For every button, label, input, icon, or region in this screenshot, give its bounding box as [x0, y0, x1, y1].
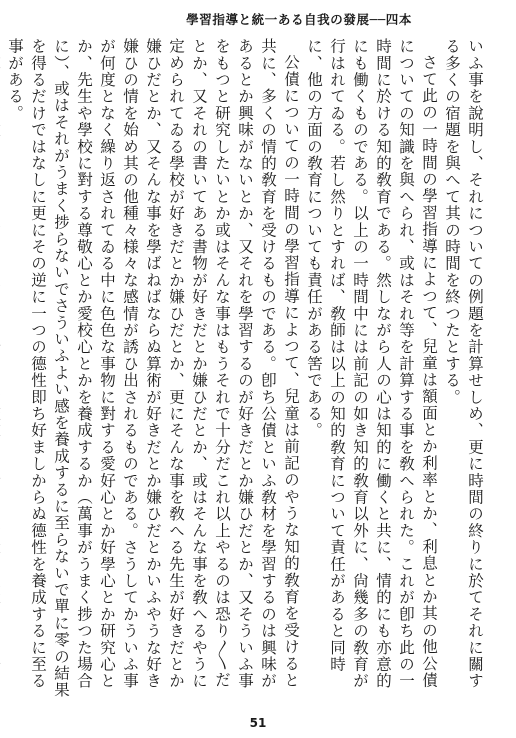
running-head: 學習指導と統一ある自我の發展──四本: [186, 12, 412, 27]
page-number: 51: [249, 716, 267, 730]
page-header: [0, 10, 516, 32]
paragraph-4: [0, 38, 3, 700]
paragraph-2: さて此の一時間の學習指導によつて、兒童は額面とか利率とか、利息とか其の他公債についての知識を與へられ、或はそれ等を計算する事を敎へられた。これが卽ち此の一時間に於ける知的敎育である。然しながら人の心は知的に働くと共に、情的にも亦意的にも働くものである。以上の一時間中には前記の如き知的敎育以外に、尙幾多の敎育が行はれてゐる。若し然りとすれば、敎師は以上の知的敎育について責任があると同時に、他の方面の敎育についても責任がある筈である。: [305, 38, 438, 690]
body-text: [8, 38, 486, 700]
paragraph-1: いふ事を說明し、それについての例題を計算せしめ、更に時間の終りに於てそれに關する多くの宿題を與へて其の時間を終つたとする。: [443, 38, 484, 690]
paragraph-3: 公債についての一時間の學習指導によつて、兒童は前記のやうな知的敎育を受けると共に、多くの情的敎育を受けるものである。卽ち公債といふ敎材を學習するのは興味があるとか興味がないとか、又それを學習するのが好きだとか嫌ひだとか、又そういふ事をもつと研究したいとか或はそんな事はもうそれで十分だこれ以上やるのは恐り〱だとか、又それの書いてある書物が好きだとか嫌ひだとか、或はそんな事を敎へるやうに定められてゐる學校が好きだとか嫌ひだとか、更にそんな事を敎へる先生が好きだとか嫌ひだとか、又そんな事を學ばねばならぬ算術が好きだとか嫌ひだとかいふやうな好き嫌ひの情を始め其の他種々様々な感情が誘ひ出されるものである。さうしてかういふ事が何度となく繰り返されてゐる中に色色な事物に對する愛好心とか好學心とか研究心とか、先生や學校に對する尊敬心とか愛校心とかを養成するか（萬事がうまく捗つた場合に）、或はそれがうまく捗らないでさういふよい感を養成するに至らないで單に零の結果を得るだけではなしに更にその逆に一つの德性即ち好ましからぬ德性を養成するに至る事がある。: [6, 38, 300, 699]
